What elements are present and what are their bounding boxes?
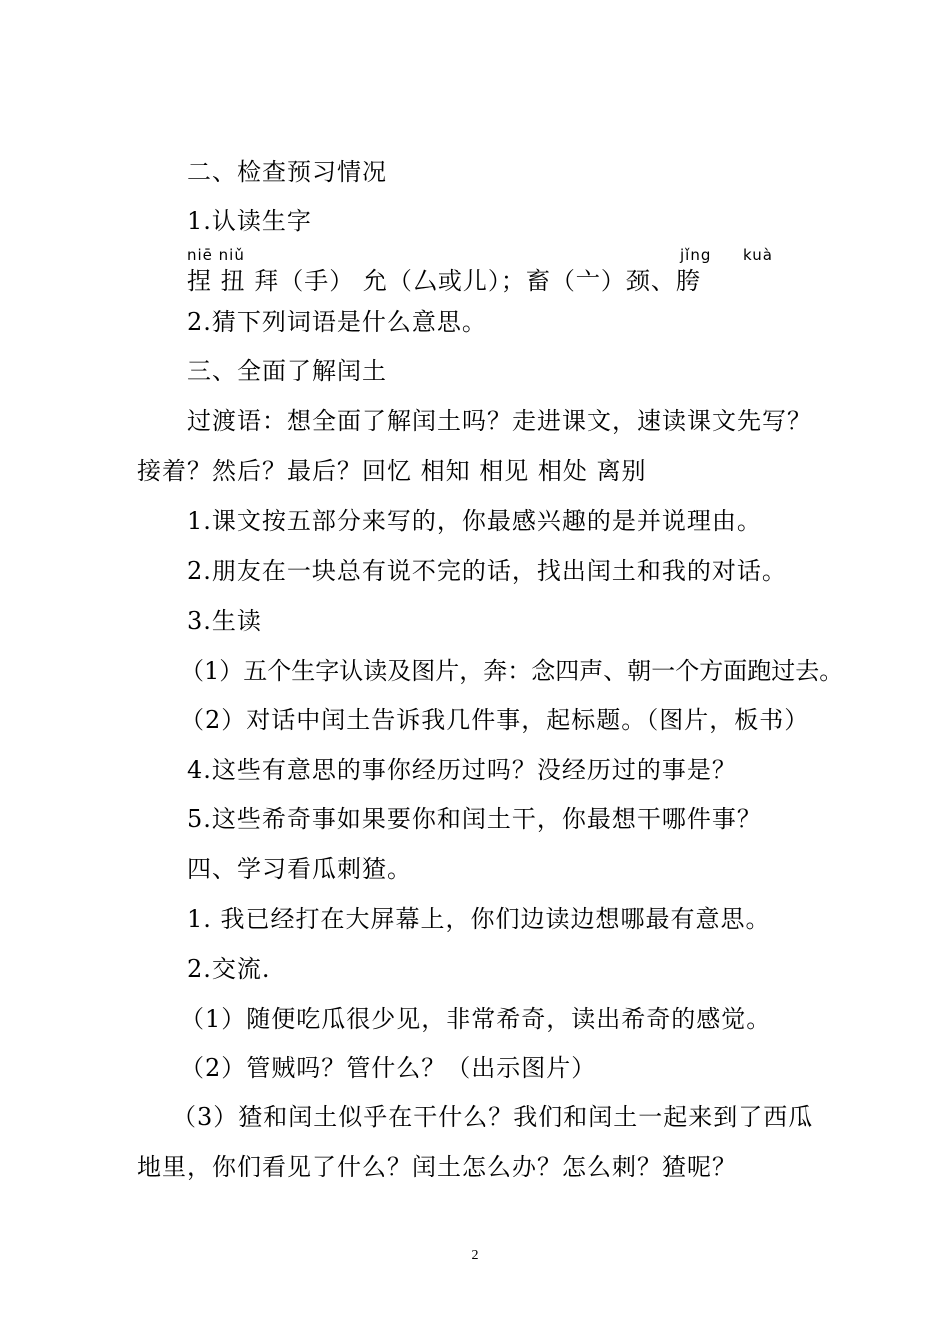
- section4-sub1: （1）随便吃瓜很少见，非常希奇，读出希奇的感觉。: [180, 1005, 772, 1033]
- pinyin-kua: kuà: [743, 246, 773, 264]
- section4-sub3-line1: （3）猹和闰土似乎在干什么？我们和闰土一起来到了西瓜: [172, 1103, 814, 1131]
- section3-sub2: （2）对话中闰土告诉我几件事，起标题。（图片，板书）: [180, 706, 810, 734]
- section3-item1: 1.课文按五部分来写的，你最感兴趣的是并说理由。: [187, 507, 762, 535]
- section3-item5: 5.这些希奇事如果要你和闰土干，你最想干哪件事？: [187, 805, 762, 833]
- section4-sub3-line2: 地里，你们看见了什么？闰土怎么办？怎么刺？猹呢？: [137, 1153, 737, 1181]
- section4-item2: 2.交流.: [187, 955, 271, 983]
- section3-item3: 3.生读: [187, 607, 262, 635]
- transition-text-line2: 接着？然后？最后？回忆 相知 相见 相处 离别: [137, 457, 647, 485]
- section3-item4: 4.这些有意思的事你经历过吗？没经历过的事是？: [187, 756, 737, 784]
- section3-heading: 三、全面了解闰土: [187, 357, 387, 385]
- section3-sub1: （1）五个生字认读及图片，奔：念四声、朝一个方面跑过去。: [180, 657, 844, 685]
- pinyin-nie-niu: niē niǔ: [187, 246, 245, 264]
- new-characters: 捏 扭 拜（手） 允（厶或儿）；畜（亠）颈、胯: [187, 267, 701, 295]
- section3-item2: 2.朋友在一块总有说不完的话，找出闰土和我的对话。: [187, 557, 787, 585]
- transition-text-line1: 过渡语：想全面了解闰土吗？走进课文，速读课文先写？: [187, 407, 812, 435]
- pinyin-jing: jǐng: [680, 246, 712, 264]
- section4-heading: 四、学习看瓜刺猹。: [187, 855, 412, 883]
- section4-sub2: （2）管贼吗？管什么？（出示图片）: [180, 1054, 597, 1082]
- section2-item1: 1.认读生字: [187, 207, 312, 235]
- section2-heading: 二、检查预习情况: [187, 158, 387, 186]
- section4-item1: 1. 我已经打在大屏幕上，你们边读边想哪最有意思。: [187, 905, 771, 933]
- section2-item2: 2.猜下列词语是什么意思。: [187, 308, 487, 336]
- pinyin-annotations: [0, 246, 950, 266]
- page-number: 2: [471, 1248, 479, 1263]
